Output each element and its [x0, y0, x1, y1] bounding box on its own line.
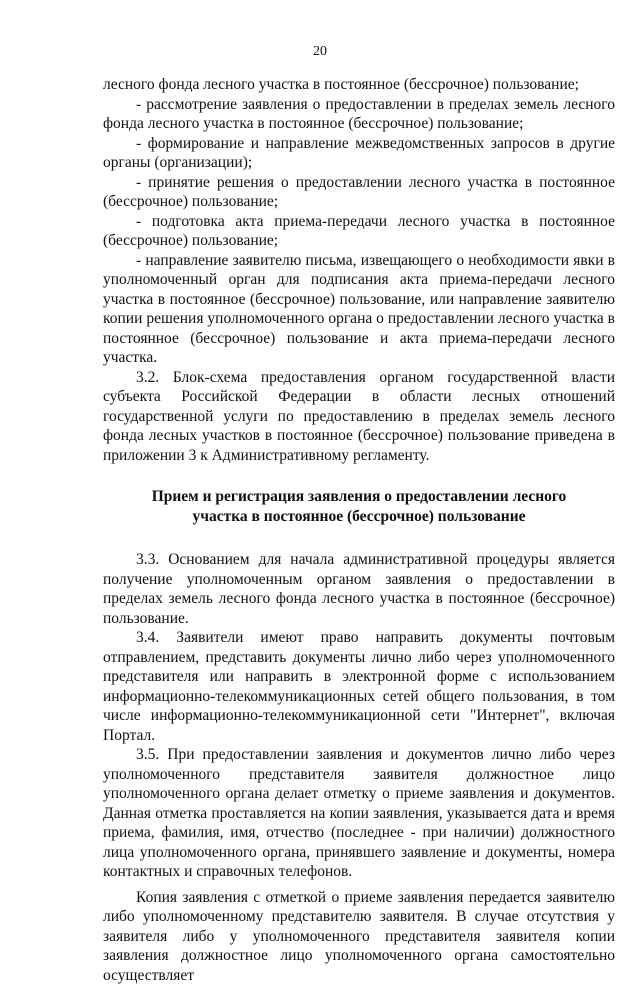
paragraph: Копия заявления с отметкой о приеме заявления передается заявителю либо уполномоченному представителю заявителя. В случае отсутствия у заявителя либо у уполномоченного представителя заявителя копии заявления должностное лицо уполномоченного органа самостоятельно осуществляет: [103, 888, 615, 985]
list-item: - формирование и направление межведомственных запросов в другие органы (организации);: [103, 134, 615, 173]
list-item: - рассмотрение заявления о предоставлении в пределах земель лесного фонда лесного участка в постоянное (бессрочное) пользование;: [103, 95, 615, 134]
list-item: - направление заявителю письма, извещающего о необходимости явки в уполномоченный орган для подписания акта приема-передачи лесного участка в постоянное (бессрочное) пользование, или направление заявителю копии решения уполномоченного органа о предоставлении лесного участка в постоянное (бессрочное) пользование и акта приема-передачи лесного участка.: [103, 251, 615, 368]
paragraph: 3.3. Основанием для начала административной процедуры является получение уполномоченным органом заявления о предоставлении в пределах земель лесного фонда лесного участка в постоянное (бессрочное) пользование.: [103, 550, 615, 628]
list-item: - подготовка акта приема-передачи лесного участка в постоянное (бессрочное) пользование;: [103, 212, 615, 251]
paragraph: 3.5. При предоставлении заявления и документов лично либо через уполномоченного представителя заявителя должностное лицо уполномоченного органа делает отметку о приеме заявления и документов. Данная отметка проставляется на копии заявления, указывается дата и время приема, фамилия, имя, отчество (последнее - при наличии) должностного лица уполномоченного органа, принявшего заявление и документы, номера контактных и справочных телефонов.: [103, 745, 615, 882]
paragraph: 3.4. Заявители имеют право направить документы почтовым отправлением, представить документы лично либо через уполномоченного представителя или направить в электронной форме с использованием информационно-телекоммуникационных сетей общего пользования, в том числе информационно-телекоммуникационной сети "Интернет", включая Портал.: [103, 628, 615, 745]
paragraph: лесного фонда лесного участка в постоянное (бессрочное) пользование;: [103, 75, 615, 95]
document-body: [103, 75, 615, 985]
paragraph: 3.2. Блок-схема предоставления органом государственной власти субъекта Российской Федерации в области лесных отношений государственной услуги по предоставлению в пределах земель лесного фонда лесных участков в постоянное (бессрочное) пользование приведена в приложении 3 к Административному регламенту.: [103, 368, 615, 466]
page-number: 20: [0, 44, 640, 60]
list-item: - принятие решения о предоставлении лесного участка в постоянное (бессрочное) пользование;: [103, 173, 615, 212]
section-heading: Прием и регистрация заявления о предоставлении лесного участка в постоянное (бессрочное) пользование: [103, 487, 615, 527]
